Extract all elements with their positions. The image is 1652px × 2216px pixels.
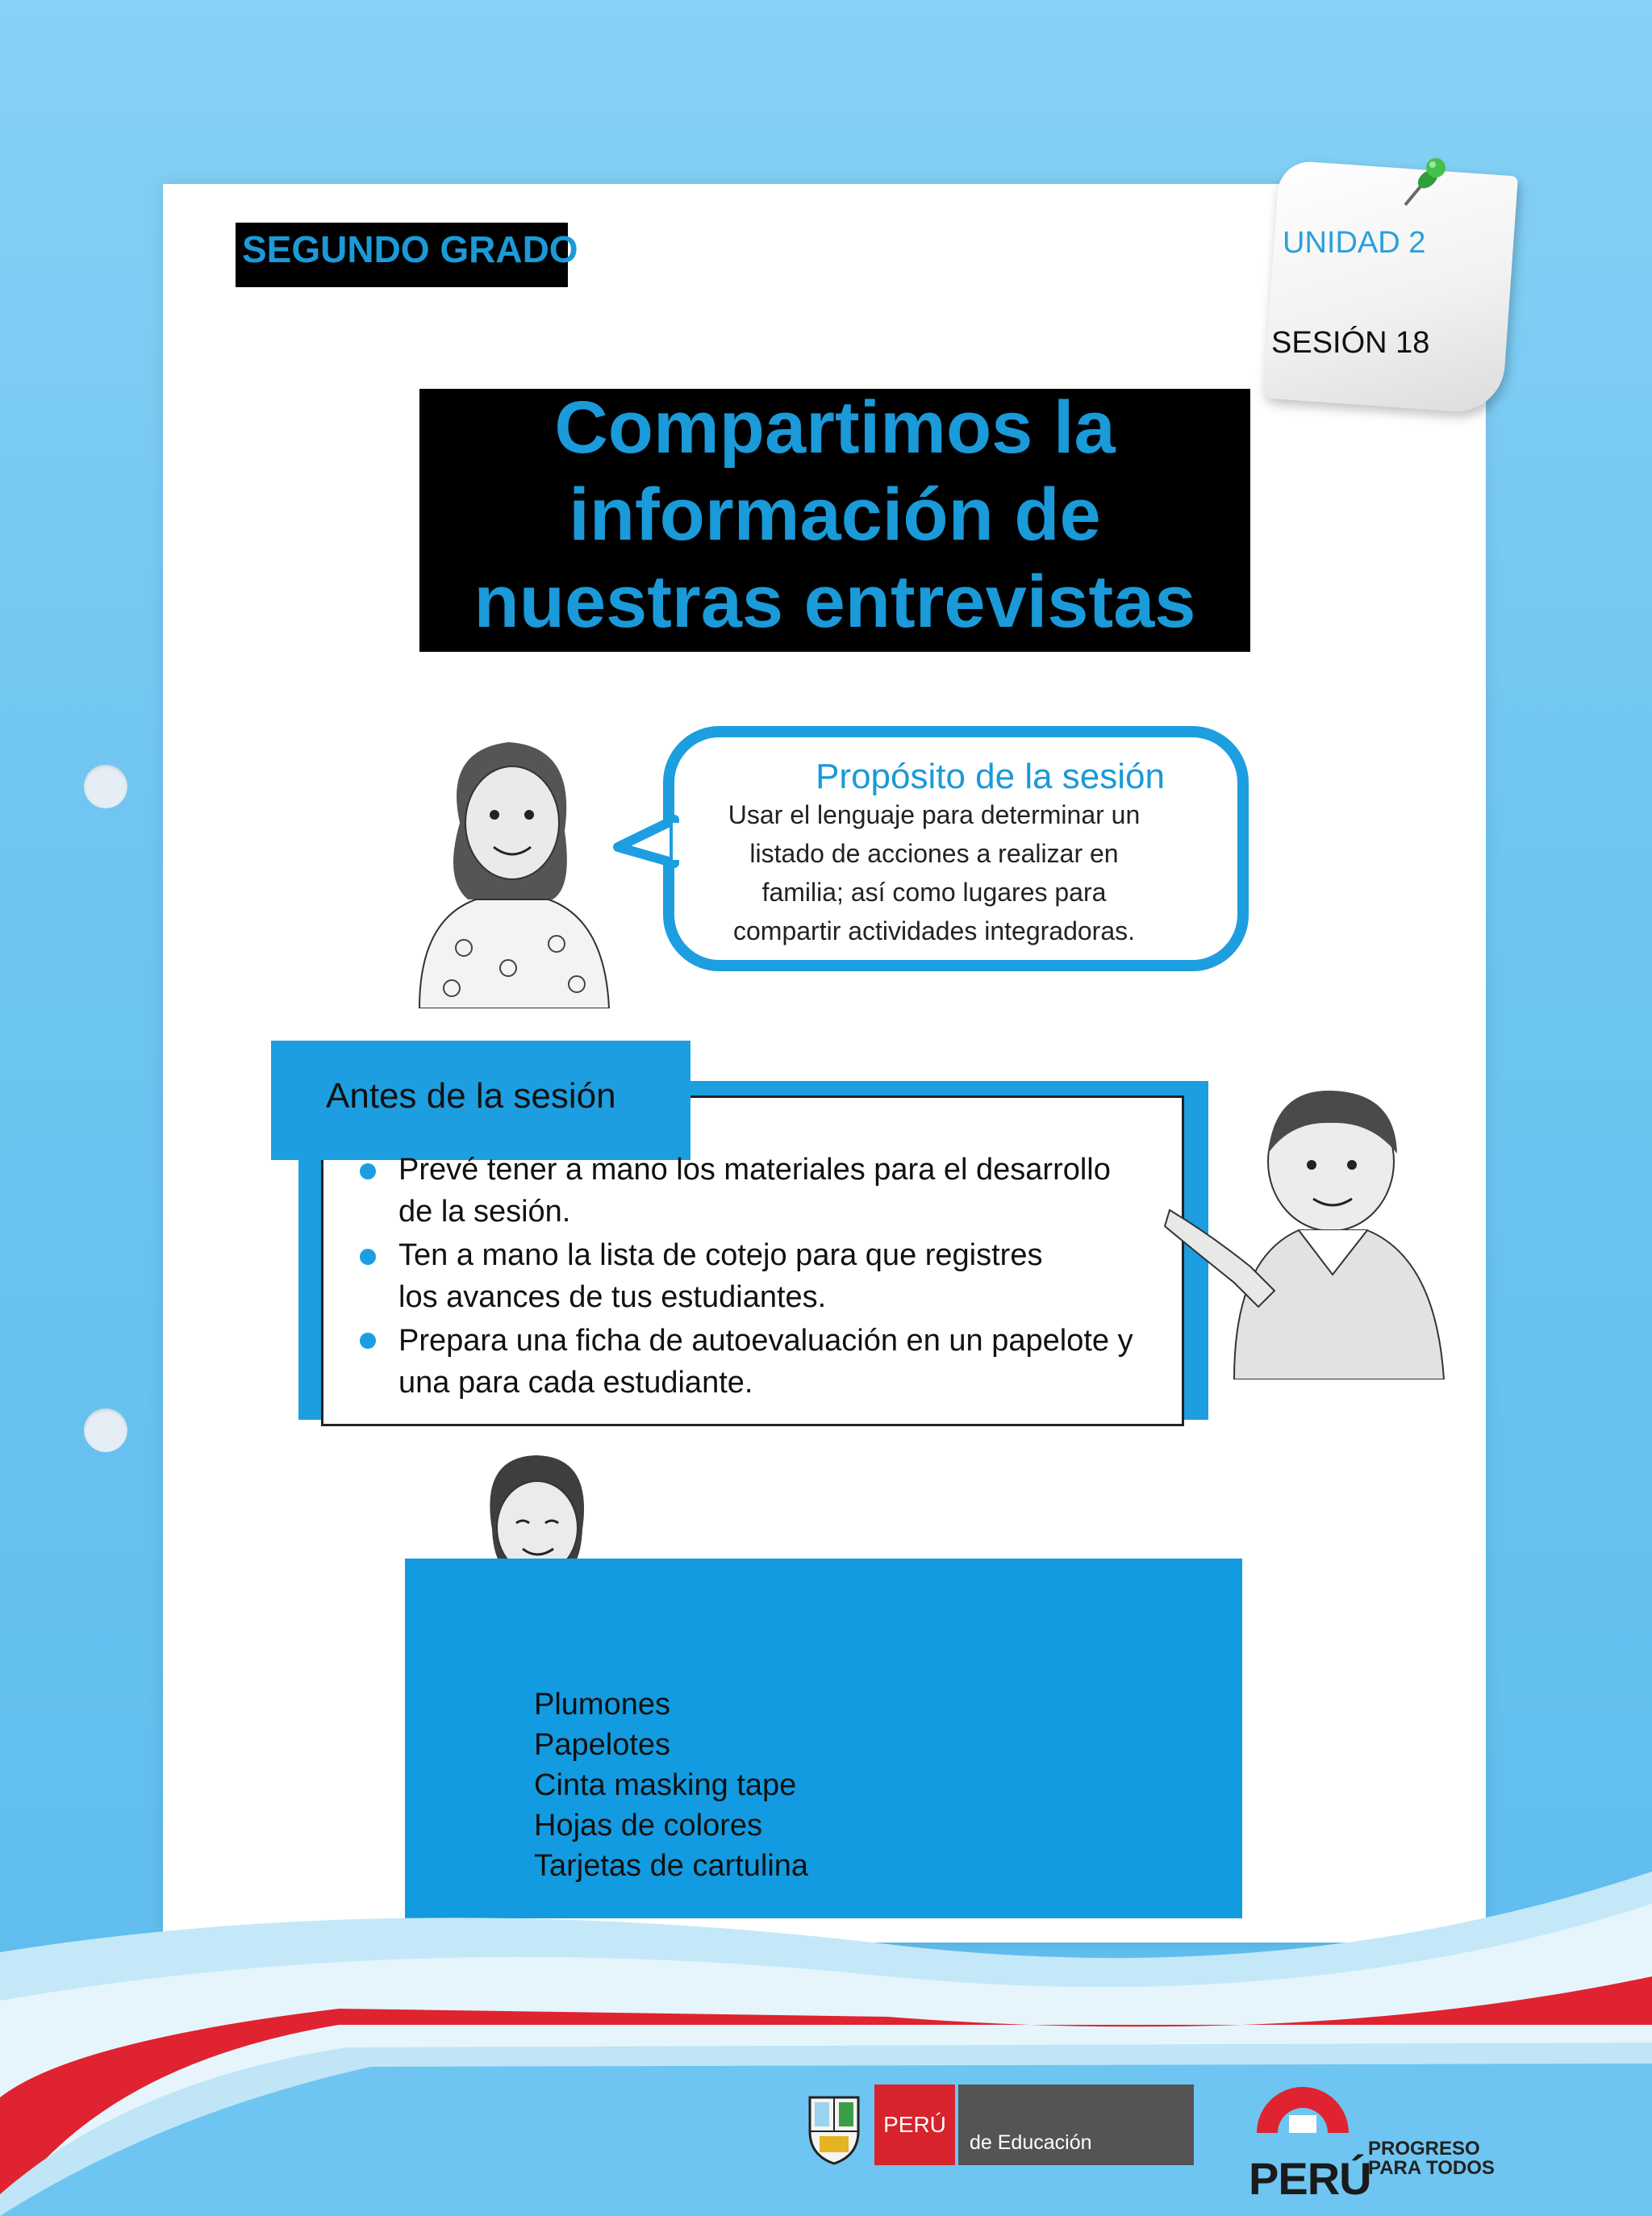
- before-session-item: [398, 1234, 1173, 1318]
- purpose-line: familia; así como lugares para: [761, 878, 1107, 907]
- material-item: Papelotes: [534, 1728, 671, 1762]
- before-session-item: [398, 1320, 1173, 1404]
- girl-illustration: [387, 726, 629, 1008]
- binder-hole: [84, 1408, 127, 1452]
- page-title: [419, 384, 1250, 645]
- purpose-heading: Propósito de la sesión: [816, 757, 1165, 796]
- title-line: información de: [569, 474, 1101, 556]
- slogan: [1368, 2139, 1495, 2178]
- session-label: SESIÓN 18: [1271, 326, 1430, 360]
- purpose-text: [710, 795, 1158, 950]
- purpose-line: listado de acciones a realizar en: [749, 839, 1119, 868]
- item-line: Prevé tener a mano los materiales para el desarrollo: [398, 1153, 1111, 1187]
- title-line: Compartimos la: [554, 386, 1116, 469]
- before-session-item: [398, 1149, 1173, 1233]
- purpose-line: Usar el lenguaje para determinar un: [728, 800, 1141, 829]
- sticky-note: [1263, 160, 1518, 415]
- pushpin-icon: [1394, 155, 1454, 211]
- peru-progreso-arc-icon: [1250, 2080, 1355, 2136]
- material-item: Plumones: [534, 1688, 670, 1721]
- item-line: Ten a mano la lista de cotejo para que registres: [398, 1238, 1043, 1272]
- coat-of-arms-icon: [802, 2091, 866, 2165]
- purpose-line: compartir actividades integradoras.: [732, 916, 1135, 945]
- item-line: una para cada estudiante.: [398, 1366, 753, 1400]
- material-item: Hojas de colores: [534, 1809, 763, 1842]
- ministry-logo-label: de Educación: [970, 2131, 1092, 2154]
- unit-label: UNIDAD 2: [1283, 226, 1426, 260]
- bullet-dot-icon: [360, 1249, 376, 1265]
- slogan-line: PARA TODOS: [1368, 2157, 1495, 2179]
- bullet-dot-icon: [360, 1163, 376, 1179]
- title-line: nuestras entrevistas: [473, 561, 1196, 643]
- material-item: Cinta masking tape: [534, 1768, 797, 1802]
- boy-illustration: [1162, 1081, 1492, 1379]
- before-session-heading: Antes de la sesión: [326, 1076, 616, 1116]
- peru-brand: PERÚ: [1249, 2153, 1371, 2204]
- peru-logo-label: PERÚ: [883, 2112, 946, 2137]
- item-line: los avances de tus estudiantes.: [398, 1280, 827, 1314]
- bullet-dot-icon: [360, 1333, 376, 1349]
- item-line: de la sesión.: [398, 1195, 571, 1229]
- material-item: Tarjetas de cartulina: [534, 1849, 809, 1883]
- binder-hole: [84, 765, 127, 808]
- slogan-line: PROGRESO: [1368, 2138, 1480, 2160]
- item-line: Prepara una ficha de autoevaluación en un papelote y: [398, 1324, 1133, 1358]
- speech-bubble-tail: [613, 815, 686, 871]
- grade-label: SEGUNDO GRADO: [242, 228, 578, 270]
